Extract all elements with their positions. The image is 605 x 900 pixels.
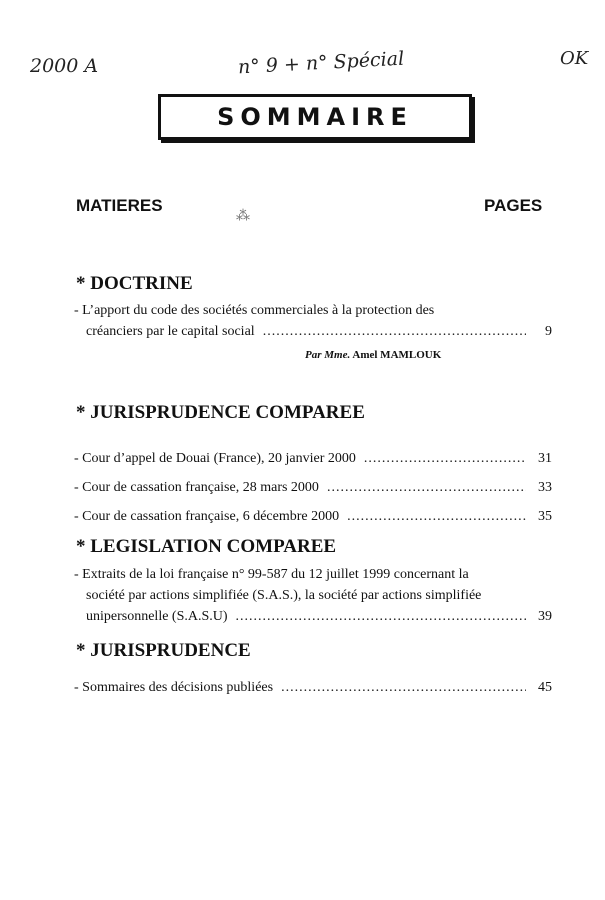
toc-entry-line xyxy=(74,506,552,527)
column-header-matieres: MATIERES xyxy=(76,196,163,215)
toc-entry xyxy=(74,448,552,469)
dot-leader xyxy=(281,677,526,698)
title-box xyxy=(158,94,472,140)
dot-leader xyxy=(236,606,526,627)
handwritten-note-center: n° 9 + n° Spécial xyxy=(237,47,405,79)
toc-entry xyxy=(74,677,552,698)
section-jurisprudence-title: * JURISPRUDENCE xyxy=(76,640,251,661)
page-title: SOMMAIRE xyxy=(217,103,413,131)
section-jurisprudence-comparee-title: * JURISPRUDENCE COMPAREE xyxy=(76,402,365,423)
toc-page-number: 33 xyxy=(538,480,552,495)
toc-entry-label: créanciers par le capital social xyxy=(86,324,255,339)
section-legislation-comparee-title: * LEGISLATION COMPAREE xyxy=(76,536,337,557)
stamp-mark-icon: ⁂ xyxy=(236,209,250,224)
toc-entry-line xyxy=(74,448,552,469)
toc-entry-label: - Cour de cassation française, 28 mars 2000 xyxy=(74,480,319,495)
dot-leader xyxy=(327,477,526,498)
handwritten-note-left: 2000 A xyxy=(30,55,99,77)
column-header-pages: PAGES xyxy=(484,196,543,215)
toc-entry-line xyxy=(74,677,552,698)
toc-entry-label: - Sommaires des décisions publiées xyxy=(74,680,274,695)
handwritten-note-right: OK xyxy=(560,48,589,69)
dot-leader xyxy=(263,321,526,342)
toc-entry-label: - Cour d’appel de Douai (France), 20 janvier 2000 xyxy=(74,451,356,466)
author-prefix: Par Mme. xyxy=(305,349,351,361)
toc-entry-line xyxy=(74,585,552,606)
toc-entry xyxy=(74,506,552,527)
toc-entry-legislation xyxy=(74,564,552,627)
toc-entry xyxy=(74,477,552,498)
toc-entry-label: - Cour de cassation française, 6 décembre 2000 xyxy=(74,509,340,524)
toc-entry-doctrine xyxy=(74,300,552,342)
toc-page-number: 45 xyxy=(538,680,552,695)
toc-entry-line xyxy=(74,564,552,585)
toc-entry-label: société par actions simplifiée (S.A.S.), la société par actions simplifiée xyxy=(86,588,482,603)
toc-page-number: 35 xyxy=(538,509,552,524)
dot-leader xyxy=(347,506,526,527)
author-name: Amel MAMLOUK xyxy=(352,349,442,361)
toc-page-number: 31 xyxy=(538,451,552,466)
section-doctrine-title: * DOCTRINE xyxy=(76,273,193,294)
toc-entry-line xyxy=(74,321,552,342)
dot-leader xyxy=(364,448,526,469)
toc-page-number: 9 xyxy=(545,324,552,339)
author-credit xyxy=(305,349,441,361)
toc-entry-label: unipersonnelle (S.A.S.U) xyxy=(86,609,228,624)
toc-entry-line xyxy=(74,477,552,498)
toc-entry-line xyxy=(74,606,552,627)
toc-entry-label: - L’apport du code des sociétés commerciales à la protection des xyxy=(74,303,435,318)
toc-entry-label: - Extraits de la loi française n° 99-587 du 12 juillet 1999 concernant la xyxy=(74,567,469,582)
toc-page-number: 39 xyxy=(538,609,552,624)
toc-entry-line xyxy=(74,300,552,321)
